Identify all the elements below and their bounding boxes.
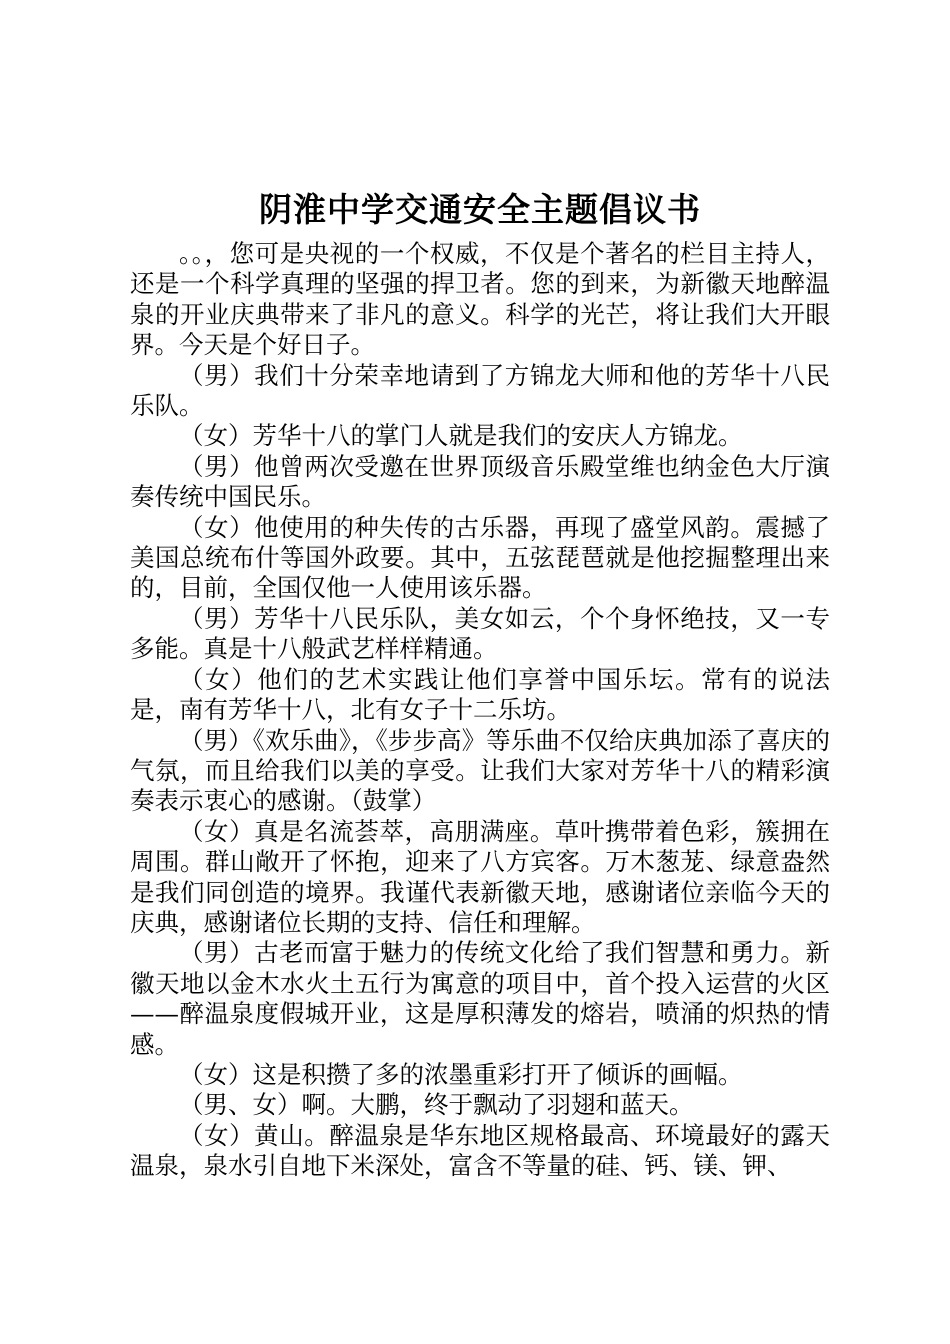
paragraph: （男）芳华十八民乐队，美女如云，个个身怀绝技，又一专多能。真是十八般武艺样样精通。 [130, 603, 830, 664]
paragraph: （女）真是名流荟萃，高朋满座。草叶携带着色彩，簇拥在周围。群山敞开了怀抱，迎来了八方宾客。万木葱茏、绿意盎然是我们同创造的境界。我谨代表新徽天地，感谢诸位亲临今天的庆典，感谢诸位长期的支持、信任和理解。 [130, 816, 830, 937]
paragraph: （男、女）啊。大鹏，终于飘动了羽翅和蓝天。 [179, 1090, 694, 1120]
paragraph: （女）芳华十八的掌门人就是我们的安庆人方锦龙。 [179, 421, 743, 451]
paragraph: （男）我们十分荣幸地请到了方锦龙大师和他的芳华十八民乐队。 [130, 360, 830, 421]
paragraph: （女）他们的艺术实践让他们享誉中国乐坛。常有的说法是，南有芳华十八，北有女子十二乐坊。 [130, 664, 830, 725]
paragraph: （女）他使用的种失传的古乐器，再现了盛堂风韵。震撼了美国总统布什等国外政要。其中，五弦琵琶就是他挖掘整理出来的，目前，全国仅他一人使用该乐器。 [130, 512, 830, 603]
paragraph: （女）这是积攒了多的浓墨重彩打开了倾诉的画幅。 [179, 1059, 743, 1089]
document-title: 阴淮中学交通安全主题倡议书 [259, 190, 701, 229]
document-body [130, 239, 830, 1182]
paragraph: （男）《欢乐曲》，《步步高》等乐曲不仅给庆典加添了喜庆的气氛，而且给我们以美的享受。让我们大家对芳华十八的精彩演奏表示衷心的感谢。（鼓掌） [130, 725, 830, 816]
paragraph-last: （女）黄山。醉温泉是华东地区规格最高、环境最好的露天温泉，泉水引自地下米深处，富含不等量的硅、钙、镁、钾、 [130, 1120, 830, 1181]
document-page [130, 185, 830, 1182]
paragraph-intro: 。。，您可是央视的一个权威，不仅是个著名的栏目主持人，还是一个科学真理的坚强的捍卫者。您的到来，为新徽天地醉温泉的开业庆典带来了非凡的意义。科学的光芒，将让我们大开眼界。今天是个好日子。 [130, 239, 830, 360]
paragraph: （男）古老而富于魅力的传统文化给了我们智慧和勇力。新徽天地以金木水火土五行为寓意的项目中，首个投入运营的火区——醉温泉度假城开业，这是厚积薄发的熔岩，喷涌的炽热的情感。 [130, 938, 830, 1059]
paragraph: （男）他曾两次受邀在世界顶级音乐殿堂维也纳金色大厅演奏传统中国民乐。 [130, 451, 830, 512]
